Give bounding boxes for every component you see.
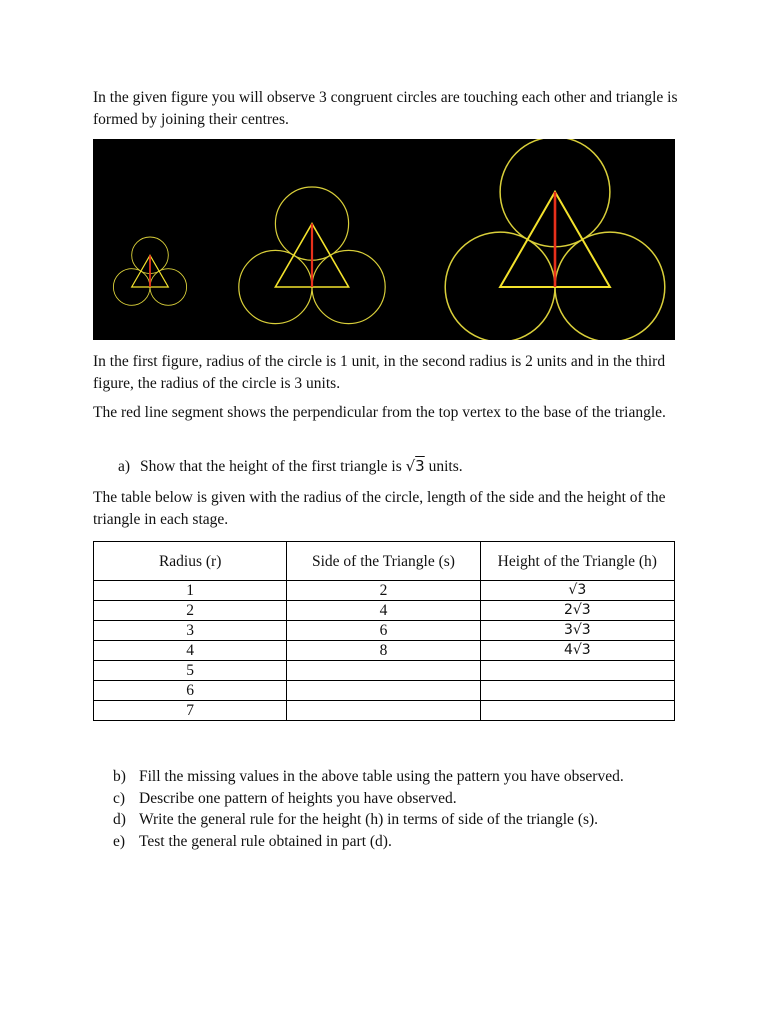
question-a-label: a) [118,458,131,475]
cell-side: 6 [287,621,480,641]
table-row [94,621,675,641]
circles-figure [93,139,675,340]
question-item [113,831,693,853]
red-line-description: The red line segment shows the perpendicular from the top vertex to the base of the triangle. [93,404,666,421]
cell-height [480,701,674,721]
cell-side [287,701,480,721]
sqrt-radicand: 3 [415,457,425,475]
table-row [94,661,675,681]
question-item [113,809,693,831]
question-label: c) [113,789,126,807]
question-label: e) [113,832,126,850]
cell-height: 3√3 [480,621,674,641]
cell-radius: 3 [94,621,287,641]
table-row [94,641,675,661]
cell-side: 8 [287,641,480,661]
cell-side: 2 [287,581,480,601]
cell-radius: 6 [94,681,287,701]
cell-height [480,661,674,681]
table-header-row [94,542,675,581]
cell-height: 4√3 [480,641,674,661]
question-a-text-end: units. [424,458,463,475]
question-text: Test the general rule obtained in part (d). [139,832,392,850]
cell-side [287,681,480,701]
intro-paragraph: In the given figure you will observe 3 congruent circles are touching each other and triangle is formed by joining their centres. [93,89,678,128]
question-a-text: Show that the height of the first triangle is [140,458,406,475]
question-label: d) [113,811,126,828]
cell-radius: 5 [94,661,287,681]
cell-radius: 7 [94,701,287,721]
cell-radius: 2 [94,601,287,621]
question-text: Fill the missing values in the above table using the pattern you have observed. [139,768,624,785]
question-list [113,766,693,852]
table-row [94,701,675,721]
header-side: Side of the Triangle (s) [287,542,480,581]
header-radius: Radius (r) [94,542,287,581]
question-label: b) [113,768,126,785]
table-row [94,601,675,621]
cell-radius: 1 [94,581,287,601]
cell-height [480,681,674,701]
question-text: Write the general rule for the height (h) in terms of side of the triangle (s). [139,811,599,828]
cell-side: 4 [287,601,480,621]
cell-side [287,661,480,681]
cell-height: 2√3 [480,601,674,621]
cell-radius: 4 [94,641,287,661]
question-text: Describe one pattern of heights you have observed. [139,789,457,807]
data-table [93,541,675,721]
question-item [113,788,693,810]
question-a [118,455,718,478]
cell-height: √3 [480,581,674,601]
sqrt-symbol: √ [405,457,416,475]
question-item [113,766,693,788]
table-row [94,681,675,701]
table-row [94,581,675,601]
radius-description: In the first figure, radius of the circle is 1 unit, in the second radius is 2 units and in the third figure, the radius of the circle is 3 units. [93,353,666,392]
table-intro: The table below is given with the radius of the circle, length of the side and the height of the triangle in each stage. [93,489,666,528]
header-height: Height of the Triangle (h) [480,542,674,581]
